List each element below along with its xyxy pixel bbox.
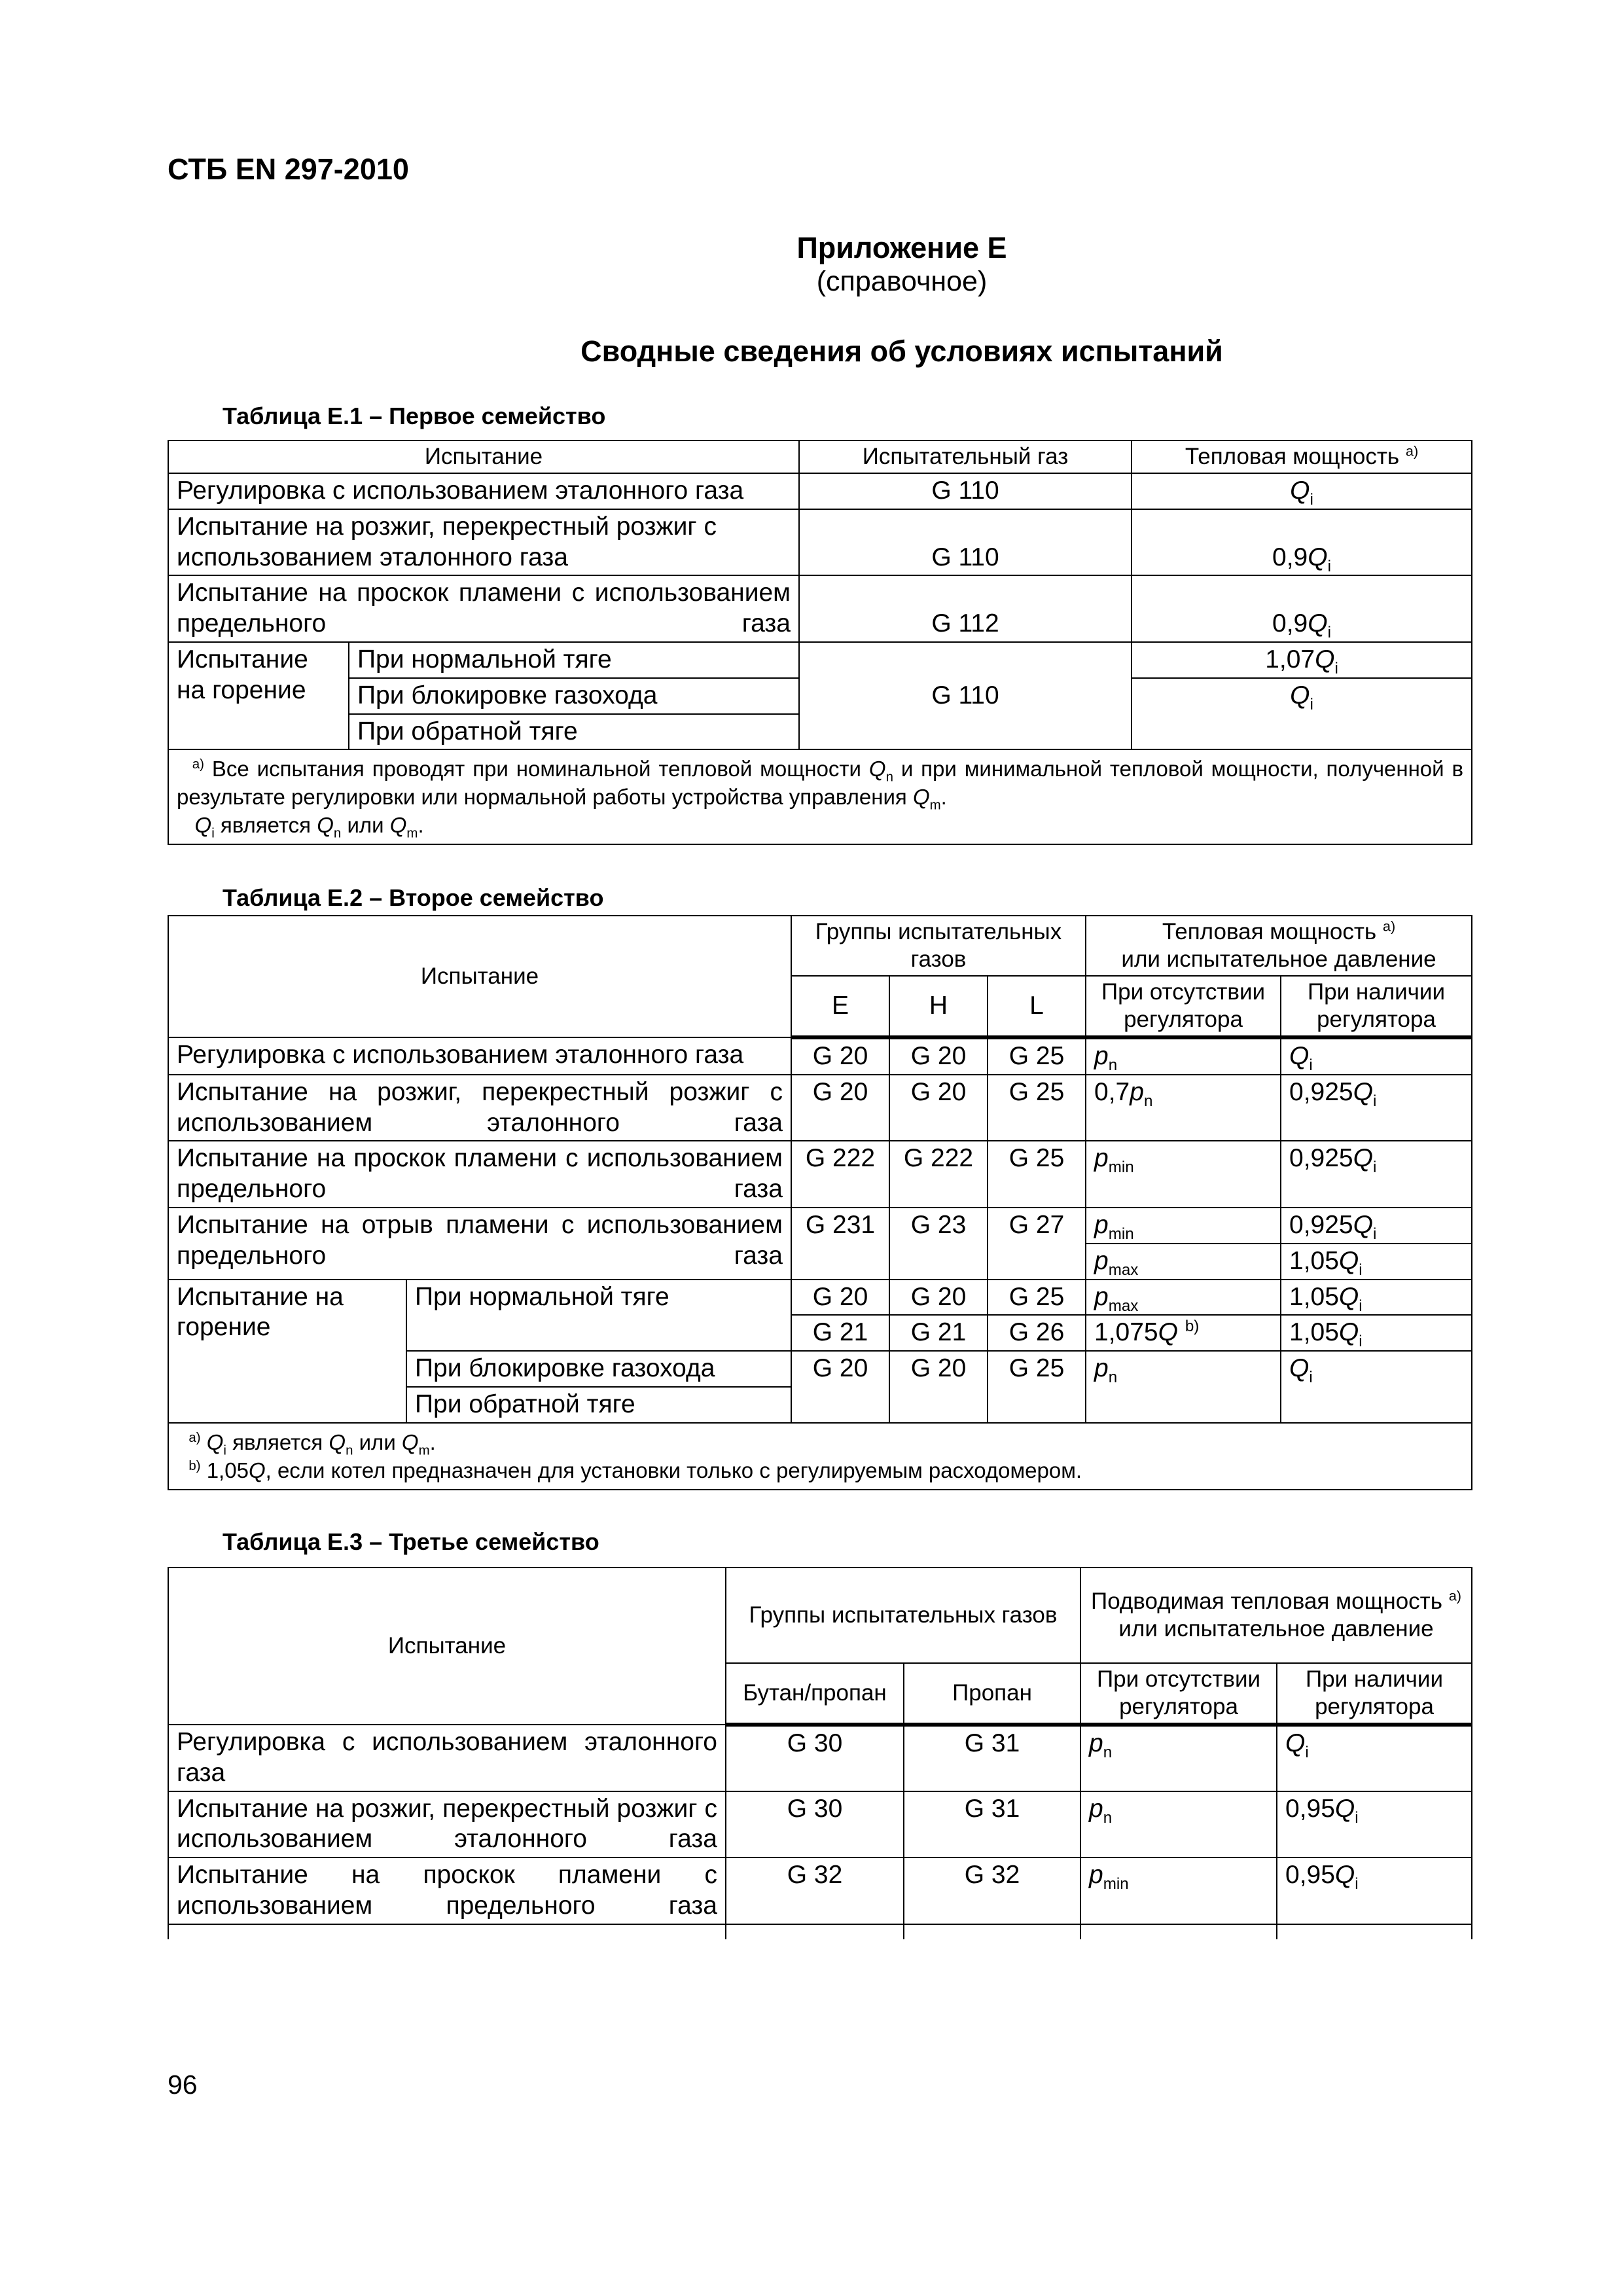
table2-with-regulator-cell [1281,1387,1472,1423]
table2-l-cell [988,1244,1086,1280]
table-row [168,1280,1472,1316]
table2-notes [168,1423,1472,1490]
table1-test-cell: Испытание на розжиг, перекрестный розжиг с использованием эталонного газа [168,509,799,576]
table3 [168,1567,1472,1939]
table-row [168,1791,1472,1858]
table1-gas-cell: G 110 [799,473,1132,509]
table2-header-l: L [988,976,1086,1037]
table1-caption: Таблица Е.1 – Первое семейство [223,403,606,429]
table3-continuation-cell [904,1924,1080,1939]
table1-header-power: Тепловая мощность $^{a)}$ [1132,440,1472,473]
table1-power-cell: $Q_i$ [1132,678,1472,714]
table2-e-cell: G 222 [791,1141,889,1208]
table2-h-cell: G 20 [889,1280,988,1316]
table1-combustion-normal: При нормальной тяге [349,642,799,678]
table2-h-cell [889,1244,988,1280]
table2-notes-row [168,1423,1472,1490]
section-title: Сводные сведения об условиях испытаний [580,334,1223,368]
table2-e-cell: G 21 [791,1315,889,1351]
table2-e-cell: G 20 [791,1280,889,1316]
table1-power-cell [1132,714,1472,750]
table-row [168,509,1472,576]
table-row [168,1208,1472,1244]
table2-header-no-regulator: При отсутствии регулятора [1086,976,1281,1037]
table3-continuation-row [168,1924,1472,1939]
table2-test-cell: Испытание на розжиг, перекрестный розжиг с использованием эталонного газа [168,1075,791,1141]
table2-no-regulator-cell: $p_{min}$ [1086,1141,1281,1208]
table1-gas-cell: G 112 [799,575,1132,642]
table2-no-regulator-cell: $p_n$ [1086,1037,1281,1075]
table1-combustion-blocked: При блокировке газохода [349,678,799,714]
table2-header-row-1 [168,916,1472,976]
table2-header-test: Испытание [168,916,791,1037]
table1-test-cell: Регулировка с использованием эталонного газа [168,473,799,509]
table3-header-test: Испытание [168,1568,726,1725]
table2-liftoff-test: Испытание на отрыв пламени с использованием предельного газа [168,1208,791,1280]
table2-e-cell: G 20 [791,1075,889,1141]
table3-header-groups: Группы испытательных газов [726,1568,1080,1663]
table3-continuation-cell [1080,1924,1277,1939]
table2-no-regulator-cell: $p_n$ [1086,1351,1281,1387]
table3-no-regulator-cell: $p_n$ [1080,1725,1277,1791]
table1-note-a: $^{a)}$ Все испытания проводят при номинальной тепловой мощности $Q_n$ и при минимальной тепловой мощности, полученной в результате регулировки или нормальной работы устройства управления $Q_m$. [177,757,1464,813]
table-row [168,1725,1472,1791]
table2-header-h: H [889,976,988,1037]
table3-propane-cell: G 32 [904,1857,1080,1924]
table2-with-regulator-cell: $1,05Q_i$ [1281,1280,1472,1316]
table3-header-propane: Пропан [904,1663,1080,1725]
table2-h-cell: G 20 [889,1037,988,1075]
table-row [168,1075,1472,1141]
table2-l-cell: G 25 [988,1280,1086,1316]
table2-with-regulator-cell: $0,925Q_i$ [1281,1141,1472,1208]
table1-power-cell: $1,07Q_i$ [1132,642,1472,678]
table3-header-row-1 [168,1568,1472,1663]
table1-notes [168,749,1472,844]
table2-no-regulator-cell: $p_{max}$ [1086,1244,1281,1280]
table-row [168,642,1472,678]
table2-h-cell: G 23 [889,1208,988,1244]
table3-header-with-regulator: При наличии регулятора [1277,1663,1472,1725]
table2-l-cell: G 25 [988,1037,1086,1075]
table-row [168,1037,1472,1075]
table2-combustion-reverse: При обратной тяге [406,1387,791,1423]
table1-gas-cell: G 110 [799,509,1132,576]
table1-power-cell: $Q_i$ [1132,473,1472,509]
table2-h-cell: G 222 [889,1141,988,1208]
table3-no-regulator-cell: $p_{min}$ [1080,1857,1277,1924]
table2-e-cell [791,1244,889,1280]
table2-note-a: $^{a)}$ $Q_i$ является $Q_n$ или $Q_m$. [188,1429,436,1458]
table2-header-power: Тепловая мощность $^{a)}$ или испытательное давление [1086,916,1472,976]
table2-l-cell: G 25 [988,1351,1086,1387]
table1-combustion-reverse: При обратной тяге [349,714,799,750]
table2-h-cell [889,1387,988,1423]
table2-with-regulator-cell: $1,05Q_i$ [1281,1244,1472,1280]
table3-propane-cell: G 31 [904,1725,1080,1791]
table2-with-regulator-cell: $Q_i$ [1281,1351,1472,1387]
page-number: 96 [168,2070,198,2100]
table2-e-cell: G 20 [791,1351,889,1387]
table1-note-qi: $Q_i$ является $Q_n$ или $Q_m$. [194,813,424,841]
table1-combustion-gas: G 110 [799,642,1132,749]
table3-with-regulator-cell: $0,95Q_i$ [1277,1857,1472,1924]
table2-e-cell: G 231 [791,1208,889,1244]
table2-e-cell [791,1387,889,1423]
table2-with-regulator-cell: $0,925Q_i$ [1281,1075,1472,1141]
table3-test-cell: Испытание на проскок пламени с использованием предельного газа [168,1857,726,1924]
table-row [168,1857,1472,1924]
table2-with-regulator-cell: $1,05Q_i$ [1281,1315,1472,1351]
table-row [168,473,1472,509]
table2-with-regulator-cell: $0,925Q_i$ [1281,1208,1472,1244]
table3-header-power: Подводимая тепловая мощность $^{a)}$ или испытательное давление [1080,1568,1472,1663]
table1-power-cell: $0,9Q_i$ [1132,575,1472,642]
annex-type: (справочное) [816,266,988,297]
table3-continuation-cell [1277,1924,1472,1939]
table-row [168,1141,1472,1208]
table2-no-regulator-cell: 1,075Q $^{b)}$ [1086,1315,1281,1351]
table1-notes-row [168,749,1472,844]
table2-h-cell: G 21 [889,1315,988,1351]
table3-continuation-cell [726,1924,904,1939]
table2-combustion-label: Испытание на горение [168,1280,406,1423]
table2-no-regulator-cell [1086,1387,1281,1423]
table2-test-cell: Испытание на проскок пламени с использованием предельного газа [168,1141,791,1208]
table1-power-cell: $0,9Q_i$ [1132,509,1472,576]
table2-l-cell: G 27 [988,1208,1086,1244]
table2-l-cell [988,1387,1086,1423]
table1 [168,440,1472,845]
annex-title: Приложение Е [796,231,1007,264]
table3-caption: Таблица Е.3 – Третье семейство [223,1528,599,1555]
table3-header-butane-propane: Бутан/пропан [726,1663,904,1725]
table3-butane-propane-cell: G 30 [726,1791,904,1858]
table2-header-groups: Группы испытательных газов [791,916,1086,976]
table3-with-regulator-cell: $0,95Q_i$ [1277,1791,1472,1858]
table1-header-gas: Испытательный газ [799,440,1132,473]
table2-l-cell: G 25 [988,1075,1086,1141]
table2-with-regulator-cell: $Q_i$ [1281,1037,1472,1075]
table2-l-cell: G 26 [988,1315,1086,1351]
table2-h-cell: G 20 [889,1351,988,1387]
table1-test-cell: Испытание на проскок пламени с использованием предельного газа [168,575,799,642]
table2-combustion-blocked: При блокировке газохода [406,1351,791,1387]
table3-continuation-cell [168,1924,726,1939]
table2-header-e: E [791,976,889,1037]
table2-header-with-regulator: При наличии регулятора [1281,976,1472,1037]
table3-test-cell: Испытание на розжиг, перекрестный розжиг с использованием эталонного газа [168,1791,726,1858]
table3-no-regulator-cell: $p_n$ [1080,1791,1277,1858]
table2-h-cell: G 20 [889,1075,988,1141]
table3-propane-cell: G 31 [904,1791,1080,1858]
table2-no-regulator-cell: $p_{min}$ [1086,1208,1281,1244]
table2-caption: Таблица Е.2 – Второе семейство [223,884,604,911]
table2-no-regulator-cell: $0,7p_n$ [1086,1075,1281,1141]
table2-no-regulator-cell: $p_{max}$ [1086,1280,1281,1316]
table2-combustion-normal: При нормальной тяге [406,1280,791,1352]
table1-header-row [168,440,1472,473]
table2-test-cell: Регулировка с использованием эталонного газа [168,1037,791,1075]
table3-header-no-regulator: При отсутствии регулятора [1080,1663,1277,1725]
table3-butane-propane-cell: G 30 [726,1725,904,1791]
table2-l-cell: G 25 [988,1141,1086,1208]
table2-note-b: $^{b)}$ 1,05Q, если котел предназначен для установки только с регулируемым расходомером. [188,1458,1082,1482]
table2 [168,915,1472,1490]
document-code: СТБ EN 297-2010 [168,152,409,186]
table1-combustion-label: Испытание на горение [168,642,349,749]
table3-with-regulator-cell: $Q_i$ [1277,1725,1472,1791]
table3-test-cell: Регулировка с использованием эталонного газа [168,1725,726,1791]
table1-header-test: Испытание [168,440,799,473]
table3-butane-propane-cell: G 32 [726,1857,904,1924]
table-row [168,575,1472,642]
table2-e-cell: G 20 [791,1037,889,1075]
